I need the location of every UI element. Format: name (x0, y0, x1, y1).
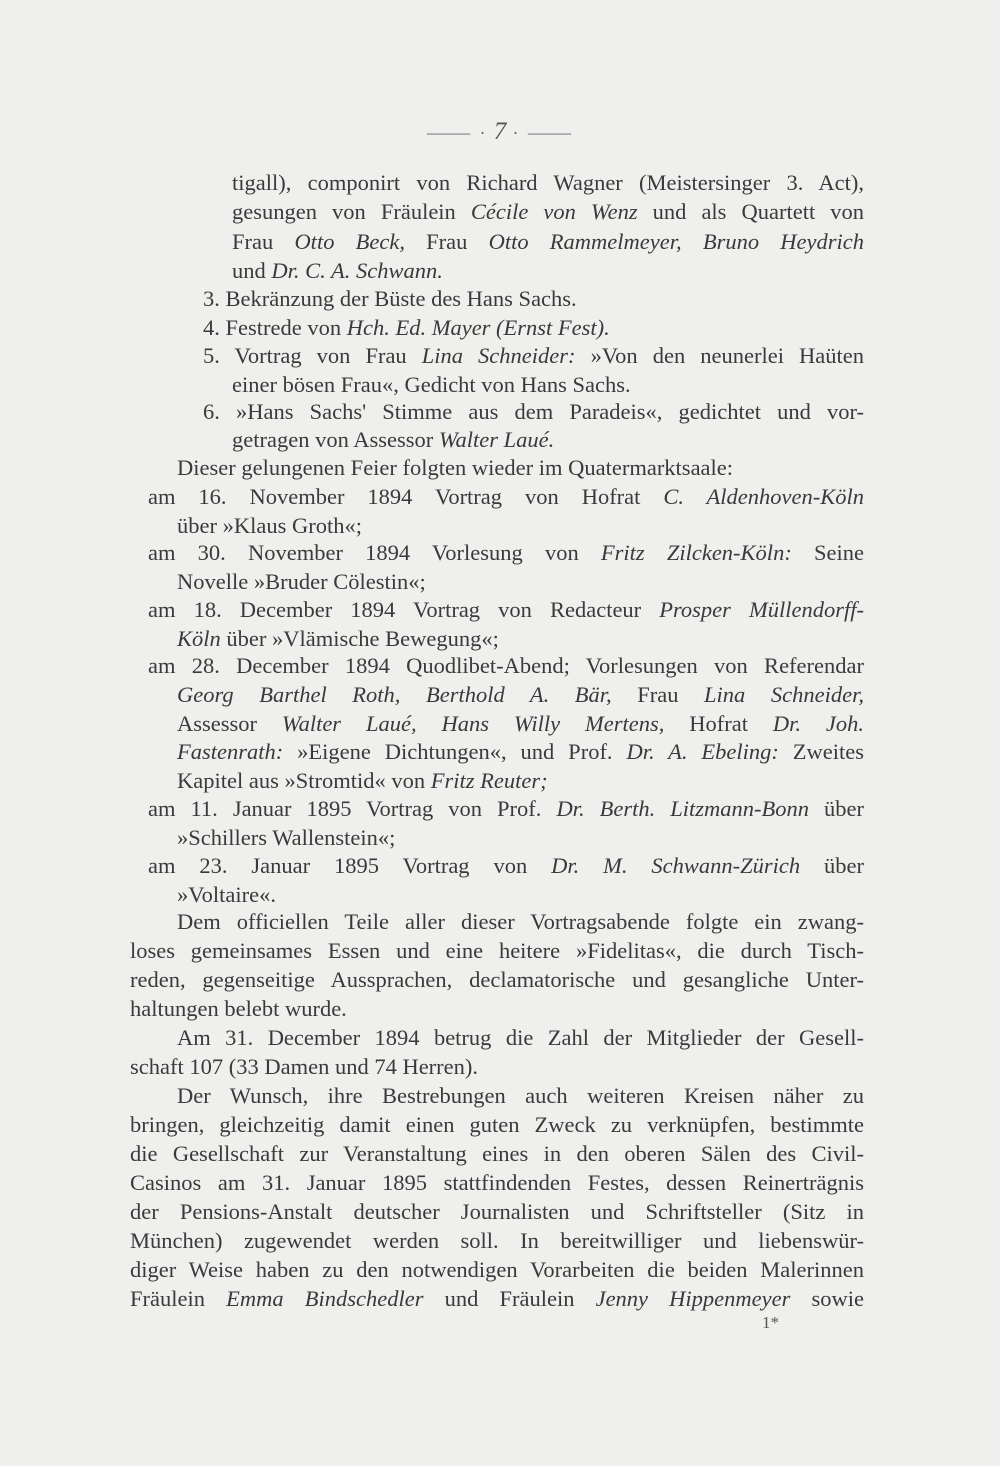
text-run: Dem officiellen Teile aller dieser Vortragsabende folgte ein zwang- (177, 909, 864, 934)
italic-name: Walter Laué, Hans Willy Mertens, (281, 711, 665, 736)
text-run: sowie (790, 1286, 864, 1311)
text-line (232, 370, 712, 400)
italic-name: Hch. Ed. Mayer (Ernst Fest). (346, 315, 610, 340)
page-ornament-right: · ⸻ (512, 123, 574, 143)
italic-name: Fritz Zilcken-Köln: (600, 540, 792, 565)
text-run: 3. Bekränzung der Büste des Hans Sachs. (203, 286, 577, 311)
italic-name: Georg Barthel Roth, Berthold A. Bär, (177, 682, 612, 707)
text-run: schaft 107 (33 Damen und 74 Herren). (130, 1054, 479, 1079)
text-line (232, 256, 532, 286)
text-run: »Voltaire«. (177, 882, 276, 907)
text-run: Dieser gelungenen Feier folgten wieder im Quatermarktsaale: (177, 455, 734, 480)
text-run: und als Quartett von (637, 199, 864, 224)
text-line (177, 680, 864, 710)
text-run: 4. Festrede von (203, 315, 347, 340)
text-line (148, 595, 864, 625)
text-run: bringen, gleichzeitig damit einen guten Zweck zu verknüpfen, bestimmte (130, 1112, 864, 1137)
text-run: am 16. November 1894 Vortrag von Hofrat (148, 484, 664, 509)
text-run: Casinos am 31. Januar 1895 stattfindenden Festes, dessen Reinerträgnis (130, 1170, 864, 1195)
text-run: Assessor (177, 711, 282, 736)
italic-name: Dr. Joh. (772, 711, 864, 736)
text-line (203, 397, 864, 427)
text-run: »Von den neunerlei Haüten (575, 343, 864, 368)
text-run: Der Wunsch, ihre Bestrebungen auch weiteren Kreisen näher zu (177, 1083, 864, 1108)
page-number-header (0, 118, 1000, 146)
text-line (148, 538, 864, 568)
text-run: Hofrat (664, 711, 773, 736)
text-line (177, 823, 527, 853)
italic-name: Walter Laué. (438, 427, 555, 452)
text-line (177, 766, 677, 796)
italic-name: Lina Schneider: (421, 343, 576, 368)
text-line (148, 482, 864, 512)
text-line (203, 284, 703, 314)
text-run: »Eigene Dichtungen«, und Prof. (283, 739, 627, 764)
text-line (148, 794, 864, 824)
text-line (177, 567, 507, 597)
text-line (203, 313, 703, 343)
text-line (130, 1139, 864, 1169)
text-run: gesungen von Fräulein (232, 199, 471, 224)
text-run: der Pensions-Anstalt deutscher Journalisten und Schriftsteller (Sitz in (130, 1199, 864, 1224)
italic-name: C. Aldenhoven-Köln (663, 484, 865, 509)
text-run: Novelle »Bruder Cölestin«; (177, 569, 426, 594)
text-line (148, 851, 864, 881)
text-run: Frau (232, 229, 295, 254)
italic-name: Dr. A. Ebeling: (626, 739, 779, 764)
text-line (177, 737, 864, 767)
italic-name: Dr. C. A. Schwann. (271, 258, 443, 283)
text-line (130, 1226, 864, 1256)
italic-name: Fritz Reuter; (430, 768, 548, 793)
italic-name: Köln (177, 626, 221, 651)
text-run: am 30. November 1894 Vorlesung von (148, 540, 601, 565)
italic-name: Lina Schneider, (704, 682, 864, 707)
text-run: München) zugewendet werden soll. In bereitwilliger und liebenswür- (130, 1228, 864, 1253)
text-run: über (800, 853, 864, 878)
text-run: Am 31. December 1894 betrug die Zahl der Mitglieder der Gesell- (177, 1025, 864, 1050)
text-line (177, 880, 377, 910)
text-line (177, 1081, 864, 1111)
page-number: 7 (493, 118, 507, 145)
text-run: einer bösen Frau«, Gedicht von Hans Sachs. (232, 372, 631, 397)
text-line (177, 511, 477, 541)
text-line (232, 425, 632, 455)
text-run: am 11. Januar 1895 Vortrag von Prof. (148, 796, 557, 821)
text-line (130, 1197, 864, 1227)
italic-name: Jenny Hippenmeyer (595, 1286, 791, 1311)
text-run: Frau (404, 229, 489, 254)
text-line (177, 907, 864, 937)
text-line (130, 1284, 864, 1314)
text-run: am 28. December 1894 Quodlibet-Abend; Vorlesungen von Referendar (148, 653, 864, 678)
text-line (177, 624, 597, 654)
italic-name: Dr. M. Schwann-Zürich (551, 853, 801, 878)
italic-name: Otto Rammelmeyer, Bruno Heydrich (488, 229, 864, 254)
text-run: »Schillers Wallenstein«; (177, 825, 396, 850)
text-line (232, 168, 864, 198)
italic-name: Fastenrath: (177, 739, 284, 764)
signature-mark: 1* (762, 1313, 779, 1332)
text-run: am 23. Januar 1895 Vortrag von (148, 853, 552, 878)
text-run: getragen von Assessor (232, 427, 439, 452)
italic-name: Cécile von Wenz (470, 199, 638, 224)
text-run: Kapitel aus »Stromtid« von (177, 768, 431, 793)
text-line (232, 197, 864, 227)
text-line (177, 453, 827, 483)
text-run: loses gemeinsames Essen und eine heitere »Fidelitas«, die durch Tisch- (130, 938, 864, 963)
text-line (130, 1168, 864, 1198)
text-run: reden, gegenseitige Aussprachen, declamatorische und gesangliche Unter- (130, 967, 864, 992)
text-run: über (808, 796, 864, 821)
text-run: 5. Vortrag von Frau (203, 343, 422, 368)
text-line (177, 709, 864, 739)
text-run: 6. »Hans Sachs' Stimme aus dem Paradeis«, gedichtet und vor- (203, 399, 864, 424)
italic-name: Otto Beck, (294, 229, 405, 254)
text-line (232, 227, 864, 257)
italic-name: Prosper Müllendorff- (659, 597, 864, 622)
text-run: und (232, 258, 272, 283)
text-run: und Fräulein (423, 1286, 596, 1311)
text-line (130, 1110, 864, 1140)
text-run: über »Vlämische Bewegung«; (220, 626, 499, 651)
text-run: die Gesellschaft zur Veranstaltung eines in den oberen Sälen des Civil- (130, 1141, 864, 1166)
text-run: Fräulein (130, 1286, 227, 1311)
text-line (177, 1023, 864, 1053)
text-line (130, 1052, 580, 1082)
text-line (148, 651, 864, 681)
italic-name: Emma Bindschedler (226, 1286, 424, 1311)
text-run: über »Klaus Groth«; (177, 513, 362, 538)
text-line (130, 1255, 864, 1285)
italic-name: Dr. Berth. Litzmann-Bonn (556, 796, 809, 821)
text-run: tigall), componirt von Richard Wagner (Meistersinger 3. Act), (232, 170, 864, 195)
text-run: Zweites (778, 739, 864, 764)
text-run: haltungen belebt wurde. (130, 996, 347, 1021)
text-run: Frau (611, 682, 705, 707)
text-line (130, 965, 864, 995)
text-run: am 18. December 1894 Vortrag von Redacteur (148, 597, 660, 622)
text-line (130, 936, 864, 966)
text-run: Seine (791, 540, 864, 565)
text-line (203, 341, 864, 371)
text-run: diger Weise haben zu den notwendigen Vorarbeiten die beiden Malerinnen (130, 1257, 864, 1282)
page-ornament-left: ⸻ · (426, 123, 488, 143)
text-line (130, 994, 430, 1024)
